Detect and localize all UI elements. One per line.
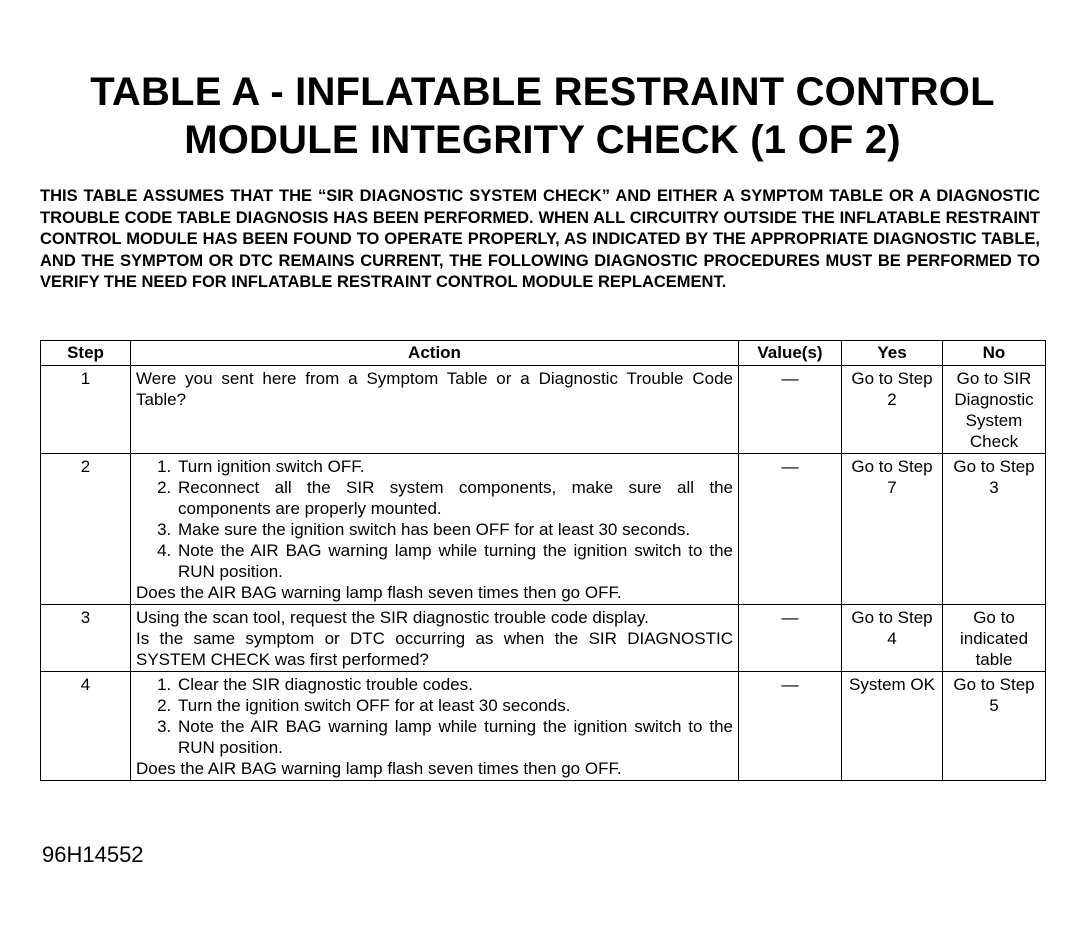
table-row [41, 454, 1046, 605]
action-question: Does the AIR BAG warning lamp flash seven times then go OFF. [136, 583, 622, 602]
action-item: 1. Turn ignition switch OFF. [176, 456, 733, 477]
header-yes: Yes [842, 341, 943, 366]
no-cell: Go to Step 3 [943, 454, 1046, 605]
yes-cell: Go to Step 7 [842, 454, 943, 605]
action-item: 2. Reconnect all the SIR system components, make sure all the components are properly mounted. [176, 477, 733, 519]
title-line-1: TABLE A - INFLATABLE RESTRAINT CONTROL [90, 70, 995, 114]
header-step: Step [41, 341, 131, 366]
header-no: No [943, 341, 1046, 366]
action-cell [131, 454, 739, 605]
step-number: 4 [41, 672, 131, 781]
header-action: Action [131, 341, 739, 366]
no-cell: Go to Step 5 [943, 672, 1046, 781]
yes-cell: Go to Step 4 [842, 605, 943, 672]
table-row [41, 605, 1046, 672]
value-cell: — [739, 672, 842, 781]
title-line-2: MODULE INTEGRITY CHECK (1 OF 2) [184, 118, 901, 162]
action-item: 4. Note the AIR BAG warning lamp while turning the ignition switch to the RUN position. [176, 540, 733, 582]
value-cell: — [739, 366, 842, 454]
step-number: 1 [41, 366, 131, 454]
header-values: Value(s) [739, 341, 842, 366]
no-cell: Go to SIR Diagnostic System Check [943, 366, 1046, 454]
figure-id: 96H14552 [42, 842, 144, 867]
value-cell: — [739, 605, 842, 672]
action-item: 3. Make sure the ignition switch has been OFF for at least 30 seconds. [176, 519, 733, 540]
step-number: 3 [41, 605, 131, 672]
document-title [0, 68, 1085, 164]
action-cell [131, 672, 739, 781]
diagnostic-table [40, 340, 1046, 781]
intro-paragraph: THIS TABLE ASSUMES THAT THE “SIR DIAGNOSTIC SYSTEM CHECK” AND EITHER A SYMPTOM TABLE OR A DIAGNOSTIC TROUBLE CODE TABLE DIAGNOSIS HAS BEEN PERFORMED. WHEN ALL CIRCUITRY OUTSIDE THE INFLATABLE RESTRAINT CONTROL MODULE HAS BEEN FOUND TO OPERATE PROPERLY, AS INDICATED BY THE APPROPRIATE DIAGNOSTIC TABLE, AND THE SYMPTOM OR DTC REMAINS CURRENT, THE FOLLOWING DIAGNOSTIC PROCEDURES MUST BE PERFORMED TO VERIFY THE NEED FOR INFLATABLE RESTRAINT CONTROL MODULE REPLACEMENT. [40, 187, 1040, 291]
no-cell: Go to indicated table [943, 605, 1046, 672]
action-text: Using the scan tool, request the SIR diagnostic trouble code display. [136, 608, 649, 627]
action-question: Is the same symptom or DTC occurring as when the SIR DIAGNOSTIC SYSTEM CHECK was first performed? [136, 629, 733, 669]
action-question: Does the AIR BAG warning lamp flash seven times then go OFF. [136, 759, 622, 778]
action-list [136, 674, 733, 758]
step-number: 2 [41, 454, 131, 605]
table-row [41, 366, 1046, 454]
action-item: 3. Note the AIR BAG warning lamp while turning the ignition switch to the RUN position. [176, 716, 733, 758]
yes-cell: System OK [842, 672, 943, 781]
table-row [41, 672, 1046, 781]
value-cell: — [739, 454, 842, 605]
action-item: 2. Turn the ignition switch OFF for at least 30 seconds. [176, 695, 733, 716]
yes-cell: Go to Step 2 [842, 366, 943, 454]
action-cell: Were you sent here from a Symptom Table or a Diagnostic Trouble Code Table? [131, 366, 739, 454]
table-header-row [41, 341, 1046, 366]
action-list [136, 456, 733, 582]
action-cell [131, 605, 739, 672]
action-item: 1. Clear the SIR diagnostic trouble codes. [176, 674, 733, 695]
